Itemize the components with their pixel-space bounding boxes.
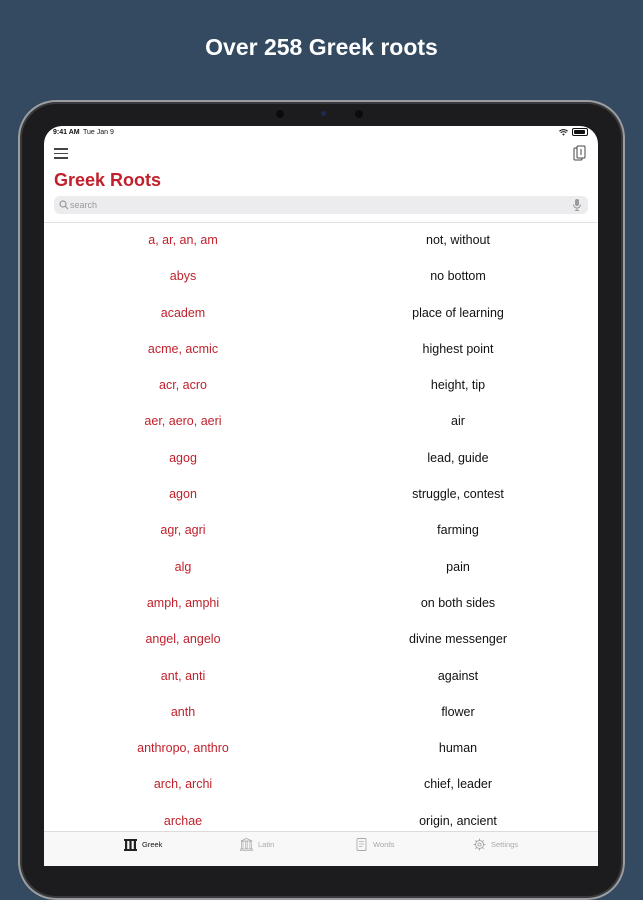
status-time: 9:41 AM bbox=[53, 129, 80, 136]
root-meaning: struggle, contest bbox=[412, 487, 504, 502]
latin-columns-icon bbox=[240, 838, 253, 851]
root-meaning: against bbox=[437, 668, 479, 683]
greek-columns-icon bbox=[124, 838, 137, 851]
root-term: aer, aero, aeri bbox=[144, 414, 222, 429]
status-icons bbox=[559, 128, 588, 136]
root-term: angel, angelo bbox=[145, 632, 221, 647]
app-screen bbox=[44, 126, 598, 866]
root-meaning: highest point bbox=[422, 341, 494, 356]
tab-latin-label: Latin bbox=[258, 840, 275, 849]
root-row[interactable] bbox=[44, 768, 598, 804]
root-row[interactable] bbox=[44, 696, 598, 732]
header-divider bbox=[44, 222, 598, 223]
root-meaning: not, without bbox=[426, 233, 490, 247]
root-meaning: human bbox=[438, 741, 478, 756]
root-row[interactable] bbox=[44, 260, 598, 296]
microphone-icon[interactable] bbox=[572, 198, 582, 212]
root-row[interactable] bbox=[44, 333, 598, 369]
hamburger-menu-icon[interactable] bbox=[54, 148, 68, 160]
root-term: agon bbox=[169, 487, 197, 502]
tab-greek[interactable] bbox=[124, 838, 162, 851]
gear-icon bbox=[473, 838, 486, 851]
tab-greek-label: Greek bbox=[142, 840, 163, 849]
front-camera bbox=[355, 110, 363, 118]
root-row[interactable] bbox=[44, 405, 598, 441]
status-date: Tue Jan 9 bbox=[83, 129, 114, 136]
battery-icon bbox=[572, 128, 588, 136]
root-meaning: divine messenger bbox=[409, 632, 507, 647]
tab-bar bbox=[44, 831, 598, 866]
root-term: a, ar, an, am bbox=[148, 233, 218, 247]
tab-settings-label: Settings bbox=[491, 840, 519, 849]
root-row[interactable] bbox=[44, 478, 598, 514]
camera-indicator bbox=[321, 111, 326, 116]
root-meaning: no bottom bbox=[430, 269, 486, 284]
front-sensor bbox=[276, 110, 284, 118]
root-term: arch, archi bbox=[153, 777, 213, 792]
status-bar bbox=[44, 126, 598, 142]
root-meaning: height, tip bbox=[430, 378, 486, 393]
root-row[interactable] bbox=[44, 623, 598, 659]
root-term: archae bbox=[163, 813, 203, 828]
root-row[interactable] bbox=[44, 297, 598, 333]
root-row[interactable] bbox=[44, 551, 598, 587]
root-row[interactable] bbox=[44, 660, 598, 696]
root-row[interactable] bbox=[44, 442, 598, 478]
root-meaning: flower bbox=[441, 704, 475, 719]
promo-headline: Over 258 Greek roots bbox=[205, 34, 438, 60]
wifi-icon bbox=[559, 129, 568, 136]
root-meaning: lead, guide bbox=[427, 450, 489, 465]
page-title: Greek Roots bbox=[54, 170, 162, 190]
flashcards-icon[interactable] bbox=[573, 145, 587, 161]
root-term: academ bbox=[160, 305, 206, 320]
search-input[interactable] bbox=[70, 196, 550, 214]
root-meaning: on both sides bbox=[420, 595, 496, 610]
roots-list bbox=[44, 224, 598, 841]
root-row[interactable] bbox=[44, 732, 598, 768]
root-row[interactable] bbox=[44, 514, 598, 550]
root-term: anthropo, anthro bbox=[137, 741, 229, 756]
root-term: agr, agri bbox=[160, 523, 206, 538]
tab-words[interactable] bbox=[355, 838, 395, 851]
root-term: acme, acmic bbox=[147, 341, 219, 356]
root-term: abys bbox=[169, 269, 197, 284]
root-meaning: place of learning bbox=[412, 305, 504, 320]
root-term: acr, acro bbox=[159, 378, 207, 393]
root-term: amph, amphi bbox=[146, 595, 220, 610]
root-term: alg bbox=[174, 559, 192, 574]
root-meaning: farming bbox=[437, 523, 479, 538]
root-row[interactable] bbox=[44, 224, 598, 260]
root-term: anth bbox=[170, 704, 196, 719]
root-meaning: pain bbox=[446, 559, 470, 574]
search-bar bbox=[54, 196, 588, 214]
root-meaning: origin, ancient bbox=[419, 813, 497, 828]
tab-settings[interactable] bbox=[473, 838, 518, 851]
root-term: agog bbox=[169, 450, 197, 465]
tab-latin[interactable] bbox=[240, 838, 274, 851]
search-icon bbox=[59, 200, 69, 210]
root-row[interactable] bbox=[44, 369, 598, 405]
root-row[interactable] bbox=[44, 587, 598, 623]
tab-words-label: Words bbox=[373, 840, 395, 849]
book-icon bbox=[355, 838, 368, 851]
root-meaning: air bbox=[451, 414, 465, 429]
root-meaning: chief, leader bbox=[423, 777, 493, 792]
root-term: ant, anti bbox=[160, 668, 206, 683]
